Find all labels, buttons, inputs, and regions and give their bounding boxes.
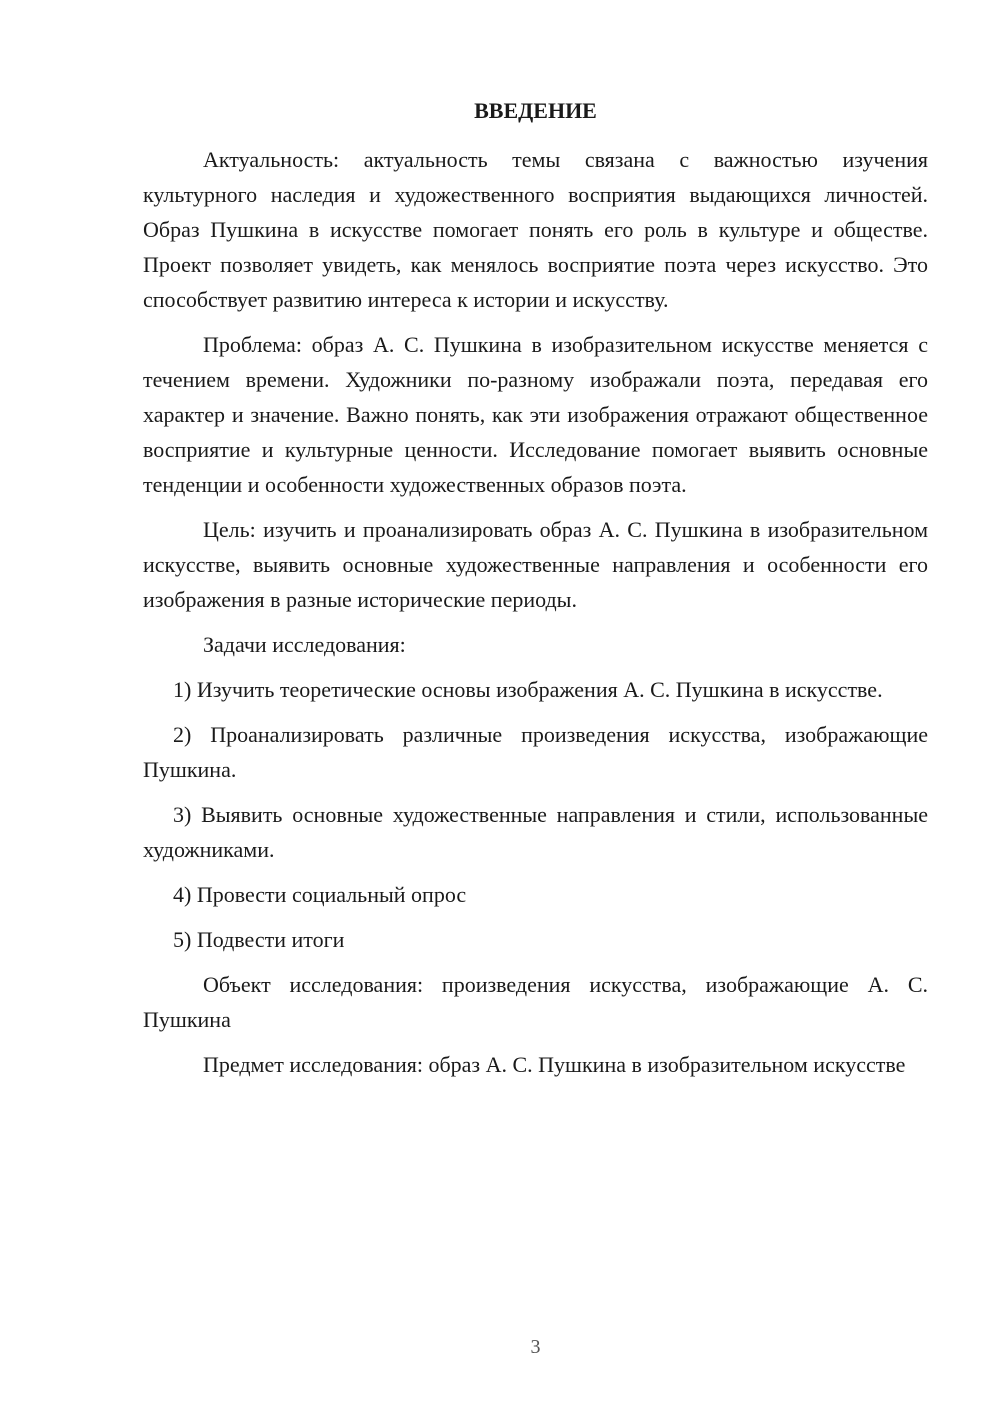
task-item-3: 3) Выявить основные художественные направления и стили, использованные художниками. — [143, 802, 928, 862]
task-item-5: 5) Подвести итоги — [173, 927, 345, 952]
task-item-1: 1) Изучить теоретические основы изображения А. С. Пушкина в искусстве. — [173, 677, 883, 702]
tasks-heading: Задачи исследования: — [203, 632, 406, 657]
document-body — [143, 142, 928, 1092]
relevance-paragraph: Актуальность: актуальность темы связана с важностью изучения культурного наследия и художественного восприятия выдающихся личностей. Образ Пушкина в искусстве помогает понять его роль в культуре и обществе. Проект позволяет увидеть, как менялось восприятие поэта через искусство. Это способствует развитию интереса к истории и искусству. — [143, 147, 928, 312]
research-subject-paragraph: Предмет исследования: образ А. С. Пушкина в изобразительном искусстве — [203, 1052, 906, 1077]
problem-paragraph: Проблема: образ А. С. Пушкина в изобразительном искусстве меняется с течением времени. Художники по-разному изображали поэта, передавая его характер и значение. Важно понять, как эти изображения отражают общественное восприятие и культурные ценности. Исследование помогает выявить основные тенденции и особенности художественных образов поэта. — [143, 332, 928, 497]
goal-paragraph: Цель: изучить и проанализировать образ А. С. Пушкина в изобразительном искусстве, выявить основные художественные направления и особенности его изображения в разные исторические периоды. — [143, 517, 928, 612]
research-object-paragraph: Объект исследования: произведения искусства, изображающие А. С. Пушкина — [143, 972, 928, 1032]
page-number: 3 — [530, 1336, 541, 1358]
page-title: ВВЕДЕНИЕ — [474, 98, 597, 123]
task-item-4: 4) Провести социальный опрос — [173, 882, 467, 907]
task-item-2: 2) Проанализировать различные произведения искусства, изображающие Пушкина. — [143, 722, 928, 782]
